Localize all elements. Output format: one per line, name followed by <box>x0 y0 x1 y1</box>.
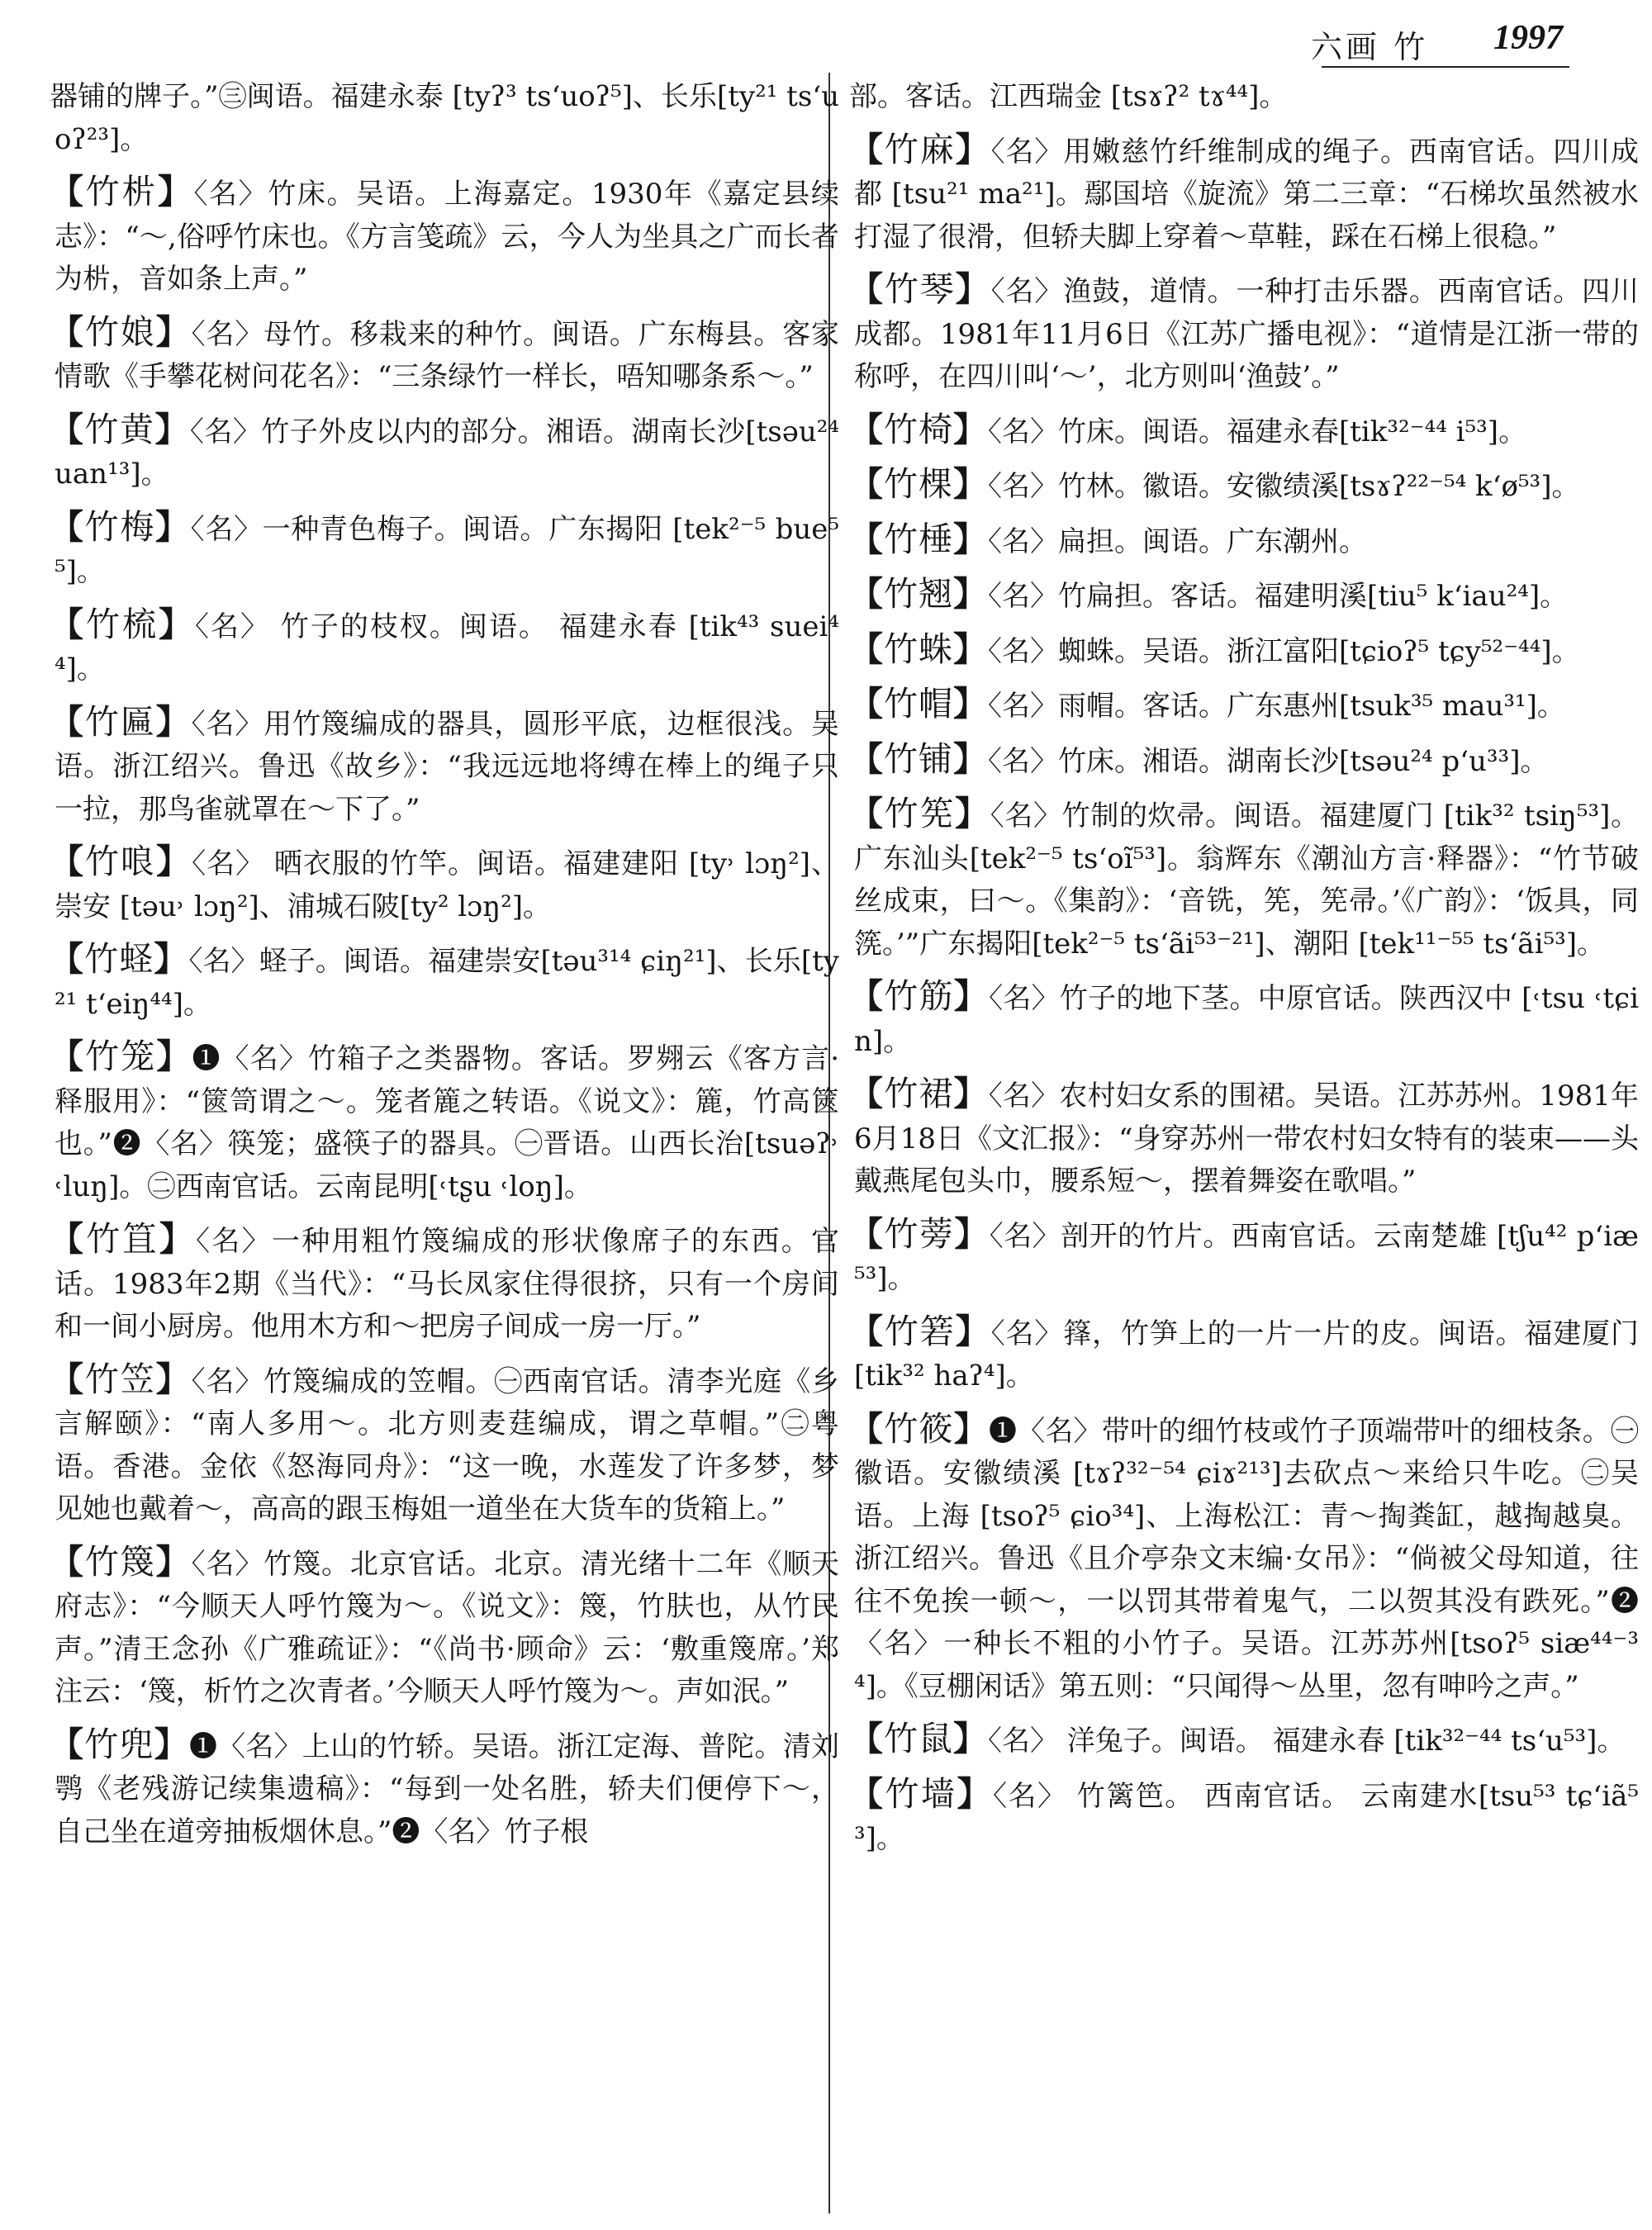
entry-definition: 〈名〉竹篾。北京官话。北京。清光绪十二年《顺天府志》：“今顺天人呼竹篾为～。《说文》：篾，竹肤也，从竹民声。”清王念孙《广雅疏证》：“《尚书·顾命》云：‘敷重篾席。’郑注云：‘篾，析竹之次青者。’今顺天人呼竹篾为～。声如泯。” <box>55 1547 840 1708</box>
entry-headword: 【竹匾】 <box>50 701 192 742</box>
dictionary-entry <box>849 1718 1639 1763</box>
right-column <box>849 76 1640 1871</box>
entry-definition: 〈名〉箨，竹笋上的一片一片的皮。闽语。福建厦门[tik³² haʔ⁴]。 <box>854 1317 1640 1393</box>
dictionary-entry <box>50 506 840 594</box>
dictionary-entry <box>50 604 840 691</box>
entry-headword: 【竹帽】 <box>849 684 988 724</box>
dictionary-entry <box>50 1218 840 1349</box>
entry-definition: 〈名〉竹扁担。客话。福建明溪[tiu⁵ kʻiau²⁴]。 <box>988 580 1569 613</box>
entry-definition: 〈名〉雨帽。客话。广东惠州[tsuk³⁵ mau³¹]。 <box>988 690 1565 723</box>
entry-definition: 〈名〉农村妇女系的围裙。吴语。江苏苏州。1981年6月18日《文汇报》：“身穿苏州一带农村妇女特有的装束——头戴燕尾包头巾，腰系短～，摆着舞姿在歌唱。” <box>854 1079 1640 1198</box>
dictionary-entry <box>50 1724 840 1854</box>
entry-headword: 【竹娘】 <box>50 311 192 352</box>
entry-headword: 【竹裙】 <box>849 1074 989 1113</box>
entry-headword: 【竹棰】 <box>849 519 988 559</box>
entry-headword: 【竹㭊】 <box>50 172 194 211</box>
entry-definition: 〈名〉竹篾编成的笠帽。㊀西南官话。清李光庭《乡言解颐》：“南人多用～。北方则麦莛编成，谓之草帽。”㊁粤语。香港。金依《怒海同舟》：“这一晚，水莲发了许多梦，梦见她也戴着～，高高的跟玉梅姐一道坐在大货车的货箱上。” <box>55 1364 840 1525</box>
entry-definition: 〈名〉竹林。徽语。安徽绩溪[tsɤʔ²²⁻⁵⁴ kʻø⁵³]。 <box>988 470 1580 503</box>
entry-headword: 【竹黄】 <box>50 409 190 449</box>
entry-headword: 【竹椅】 <box>849 409 988 449</box>
page-header <box>0 18 1652 64</box>
dictionary-entry <box>849 519 1639 564</box>
dictionary-entry <box>849 1408 1640 1709</box>
dictionary-entry <box>849 1773 1639 1861</box>
dictionary-entry <box>849 683 1639 728</box>
entry-headword: 【竹梅】 <box>50 506 191 547</box>
dictionary-entry <box>50 1359 840 1531</box>
entry-definition: 〈名〉用竹篾编成的器具，圆形平底，边框很浅。吴语。浙江绍兴。鲁迅《故乡》：“我远远地将缚在棒上的绳子只一拉，那鸟雀就罩在～下了。” <box>55 707 840 826</box>
entry-definition: 〈名〉扁担。闽语。广东潮州。 <box>988 524 1367 558</box>
entry-definition: 〈名〉剖开的竹片。西南官话。云南楚雄 [tʃu⁴² pʻiæ⁵³]。 <box>854 1219 1640 1295</box>
entry-definition: 〈名〉母竹。移栽来的种竹。闽语。广东梅县。客家情歌《手攀花树问花名》：“三条绿竹一样长，唔知哪条系～。” <box>55 317 840 393</box>
entry-definition: 〈名〉蛏子。闽语。福建崇安[təu³¹⁴ ɕiŋ²¹]、长乐[ty²¹ tʻeiŋ⁴⁴]。 <box>55 945 840 1021</box>
entry-headword: 【竹哴】 <box>50 842 192 881</box>
dictionary-entry <box>849 1311 1640 1398</box>
dictionary-entry <box>849 793 1640 966</box>
entry-definition: 〈名〉竹床。闽语。福建永春[tik³²⁻⁴⁴ i⁵³]。 <box>988 415 1527 448</box>
entry-definition: 〈名〉 晒衣服的竹竿。闽语。福建建阳 [ty˒ lɔŋ²]、崇安 [təu˒ lɔŋ²]、浦城石陂[ty² lɔŋ²]。 <box>55 847 840 923</box>
entry-definition: ❶〈名〉上山的竹轿。吴语。浙江定海、普陀。清刘鹗《老残游记续集遗稿》：“每到一处名胜，轿夫们便停下～，自己坐在道旁抽板烟休息。”❷〈名〉竹子根 <box>55 1729 840 1848</box>
entry-headword: 【竹蛛】 <box>849 629 988 669</box>
entry-definition: 〈名〉竹床。湘语。湖南长沙[tsəu²⁴ pʻu³³]。 <box>988 744 1549 778</box>
entry-headword: 【竹笼】 <box>50 1037 192 1076</box>
entry-headword: 【竹筅】 <box>849 794 990 833</box>
entry-headword: 【竹翘】 <box>849 574 988 614</box>
page-number: 1997 <box>1493 19 1563 57</box>
dictionary-entry <box>50 409 840 496</box>
entry-definition: 〈名〉一种用粗竹篾编成的形状像席子的东西。官话。1983年2期《当代》：“马长凤家住得很挤，只有一个房间和一间小厨房。他用木方和～把房子间成一房一厅。” <box>55 1225 840 1343</box>
entry-definition: 〈名〉一种青色梅子。闽语。广东揭阳 [tek²⁻⁵ bue⁵⁵]。 <box>55 512 840 588</box>
entry-definition: 〈名〉蜘蛛。吴语。浙江富阳[tɕioʔ⁵ tɕy⁵²⁻⁴⁴]。 <box>988 634 1580 668</box>
entry-definition: 〈名〉竹床。吴语。上海嘉定。1930年《嘉定县续志》：“～,俗呼竹床也。《方言笺疏》云，今人为坐具之广而长者为㭊，音如条上声。” <box>55 178 840 296</box>
dictionary-entry <box>849 629 1639 674</box>
entry-headword: 【竹笡】 <box>50 1219 197 1259</box>
entry-definition: 〈名〉 竹篱笆。 西南官话。 云南建水[tsu⁵³ tɕʻiã⁵³]。 <box>854 1779 1639 1855</box>
header-rule <box>1322 66 1569 68</box>
dictionary-entry <box>50 1541 840 1714</box>
entry-definition: 〈名〉 洋兔子。闽语。 福建永春 [tik³²⁻⁴⁴ tsʻu⁵³]。 <box>988 1725 1626 1758</box>
dictionary-entry <box>849 738 1639 784</box>
dictionary-entry <box>50 171 840 301</box>
entry-definition: 〈名〉渔鼓，道情。一种打击乐器。西南官话。四川成都。1981年11月6日《江苏广播电视》：“道情是江浙一带的称呼，在四川叫‘～’，北方则叫‘渔鼓’。” <box>854 275 1640 393</box>
entry-headword: 【竹蒡】 <box>849 1213 990 1254</box>
dictionary-entry <box>849 268 1640 399</box>
dictionary-entry <box>50 938 840 1026</box>
dictionary-entry <box>849 1213 1640 1301</box>
entry-headword: 【竹箬】 <box>849 1311 991 1351</box>
entry-definition: ❶〈名〉带叶的细竹枝或竹子顶端带叶的细枝条。㊀徽语。安徽绩溪 [tɤʔ³²⁻⁵⁴ ɕiɤ²¹³]去砍点～来给只牛吃。㊁吴语。上海 [tsoʔ⁵ ɕio³⁴]、上海松江：青～掏粪缸，越掏越臭。浙江绍兴。鲁迅《且介亭杂文末编·女吊》：“倘被父母知道，往往不免挨一顿～，一以罚其带着鬼气，二以贺其没有跌死。”❷〈名〉一种长不粗的小竹子。吴语。江苏苏州[tsoʔ⁵ siæ⁴⁴⁻³⁴]。《豆棚闲话》第五则：“只闻得～丛里，忽有呻吟之声。” <box>854 1414 1640 1703</box>
entry-headword: 【竹棵】 <box>849 464 988 504</box>
entry-definition: 器铺的牌子。”㊂闽语。福建永泰 [tyʔ³ tsʻuoʔ⁵]、长乐[ty²¹ tsʻuoʔ²³]。 <box>50 80 839 156</box>
entry-definition: 〈名〉竹制的炊帚。闽语。福建厦门 [tik³² tsiŋ⁵³]。广东汕头[tek²⁻⁵ tsʻoĩ⁵³]。翁辉东《潮汕方言·释器》：“竹节破丝成束，曰～。《集韵》：‘音铣，筅，筅帚。’《广韵》：‘饭具，同箲。’”广东揭阳[tek²⁻⁵ tsʻãi⁵³⁻²¹]、潮阳 [tek¹¹⁻⁵⁵ tsʻãi⁵³]。 <box>854 799 1640 961</box>
dictionary-entry <box>50 311 840 399</box>
entry-headword: 【竹筋】 <box>849 976 990 1016</box>
entry-continuation <box>849 76 1639 119</box>
entry-headword: 【竹兜】 <box>50 1724 189 1764</box>
dictionary-entry <box>50 701 840 832</box>
entry-continuation <box>50 76 839 161</box>
entry-definition: 〈名〉竹子外皮以内的部分。湘语。湖南长沙[tsəu²⁴ uan¹³]。 <box>55 415 840 491</box>
dictionary-entry <box>849 129 1640 259</box>
dictionary-entry <box>849 573 1639 619</box>
left-column <box>50 76 840 1863</box>
entry-headword: 【竹墙】 <box>849 1773 993 1814</box>
entry-headword: 【竹铺】 <box>849 738 988 779</box>
entry-definition: 〈名〉竹子的地下茎。中原官话。陕西汉中 [˓tsu ˓tɕin]。 <box>854 982 1639 1058</box>
dictionary-entry <box>849 463 1639 509</box>
entry-headword: 【竹筱】 <box>849 1408 989 1449</box>
entry-headword: 【竹篾】 <box>50 1541 192 1582</box>
entry-headword: 【竹蛏】 <box>50 939 189 979</box>
dictionary-entry <box>849 975 1639 1063</box>
entry-headword: 【竹琴】 <box>849 269 991 309</box>
entry-headword: 【竹梳】 <box>50 604 196 644</box>
section-label: 六画 竹 <box>1311 29 1429 65</box>
entry-definition: 部。客话。江西瑞金 [tsɤʔ² tɤ⁴⁴]。 <box>849 80 1288 113</box>
dictionary-entry <box>50 1036 840 1208</box>
dictionary-entry <box>849 409 1639 454</box>
dictionary-entry <box>849 1073 1640 1203</box>
entry-headword: 【竹麻】 <box>849 129 991 169</box>
entry-headword: 【竹鼠】 <box>849 1719 988 1758</box>
entry-definition: ❶〈名〉竹箱子之类器物。客话。罗翙云《客方言·释服用》：“篋笥谓之～。笼者簏之转语。《说文》：簏，竹高篋也。”❷〈名〉筷笼；盛筷子的器具。㊀晋语。山西长治[tsuəʔ˒ ˓luŋ]。㊁西南官话。云南昆明[˓tʂu ˓loŋ]。 <box>55 1042 840 1203</box>
entry-headword: 【竹笠】 <box>50 1359 192 1399</box>
entry-definition: 〈名〉用嫩慈竹纤维制成的绳子。西南官话。四川成都 [tsu²¹ ma²¹]。鄢国培《旋流》第二三章：“石梯坎虽然被水打湿了很滑，但轿夫脚上穿着～草鞋，踩在石梯上很稳。” <box>854 135 1640 254</box>
dictionary-entry <box>50 841 840 928</box>
entry-definition: 〈名〉 竹子的枝杈。闽语。 福建永春 [tik⁴³ suei⁴⁴]。 <box>55 610 840 686</box>
